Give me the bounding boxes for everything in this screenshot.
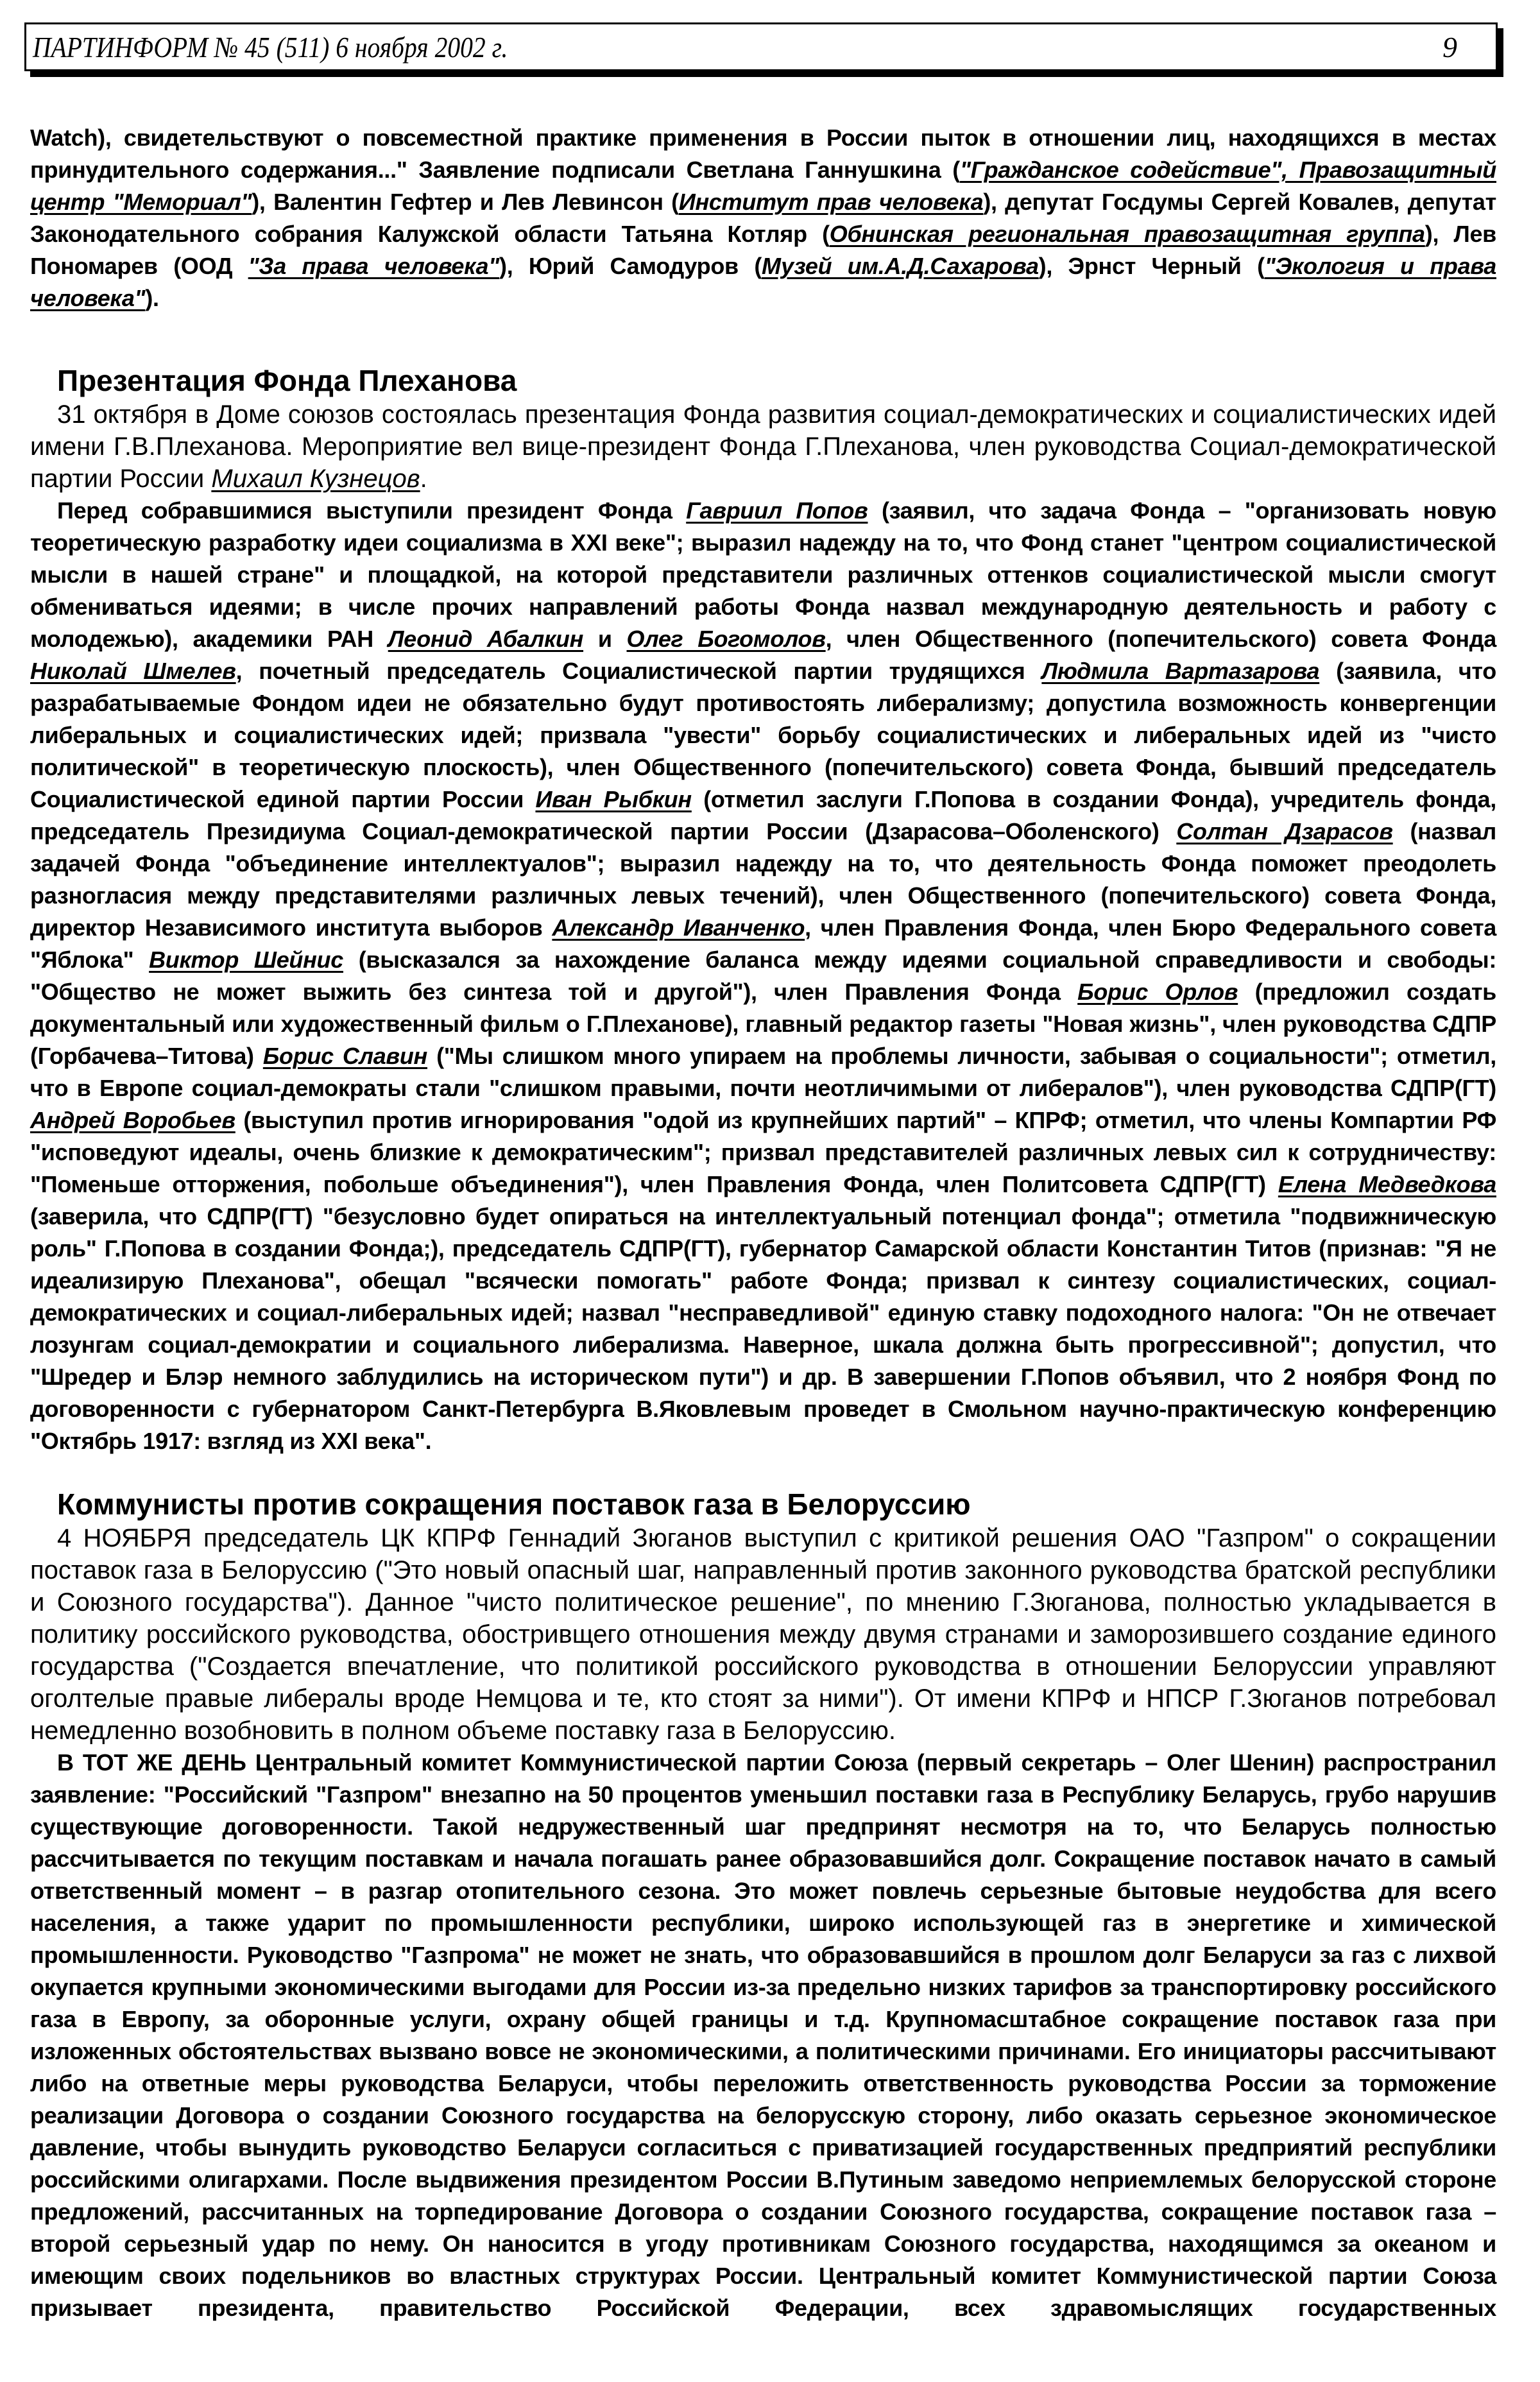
name-link[interactable]: Институт прав человека (678, 189, 984, 215)
text-run: (заявил, что задача Фонда – "организовать новую теоретическую разработку идеи социализма в XXI веке"; выразил надежду на то, что Фонд станет "центром социалистической мысли в нашей стране" и площадкой, на которой представители различных оттенков социалистической мысли смогут обмениваться идеями; в числе прочих направлений работы Фонда назвал международную деятельность и работу с молодежью), академики РАН (30, 497, 1496, 652)
name-link[interactable]: Елена Медведкова (1278, 1171, 1496, 1197)
text-run: (предложил создать документальный или художественный фильм о Г.Плеханове), главный редактор газеты "Новая жизнь", член руководства СДПР (Горбачева–Титова) (30, 979, 1496, 1069)
text-run: ), Юрий Самодуров ( (499, 253, 762, 279)
article-section (30, 363, 1496, 1457)
name-link[interactable]: Михаил Кузнецов (211, 465, 420, 493)
text-run: , член Общественного (попечительского) совета Фонда (825, 626, 1497, 652)
article-body (30, 122, 1496, 2324)
article-section (30, 1486, 1496, 2324)
name-link[interactable]: "За права человека" (248, 253, 499, 279)
name-link[interactable]: "Экология и права человека" (30, 253, 1496, 311)
name-link[interactable]: Музей им.А.Д.Сахарова (762, 253, 1039, 279)
name-link[interactable]: Леонид Абалкин (388, 626, 584, 652)
text-run: (заверила, что СДПР(ГТ) "безусловно будет опираться на интеллектуальный потенциал фонда"; отметила "подвижническую роль" Г.Попова в создании Фонда;), председатель СДПР(ГТ), губернатор Самарской области Константин Титов (признав: "Я не идеализирую Плеханова", обещал "всячески помогать" работе Фонда; призвал к синтезу социалистических, социал-демократических и социал-либеральных идей; назвал "несправедливой" единую ставку подоходного налога: "Он не отвечает лозунгам социал-демократии и социального либерализма. Наверное, шкала должна быть прогрессивной"; допустил, что "Шредер и Блэр немного заблудились на историческом пути") и др. В завершении Г.Попов объявил, что 2 ноября Фонд по договоренности с губернатором Санкт-Петербурга В.Яковлевым проведет в Смольном научно-практическую конференцию "Октябрь 1917: взгляд из XXI века". (30, 1203, 1496, 1454)
text-run: ("Мы слишком много упираем на проблемы личности, забывая о социальности"; отметил, что в Европе социал-демократы стали "слишком правыми, почти неотличимыми от либералов"), член руководства СДПР(ГТ) (30, 1043, 1496, 1101)
paragraph (30, 495, 1496, 1457)
page-number: 9 (1442, 31, 1457, 64)
name-link[interactable]: Обнинская региональная правозащитная группа (829, 221, 1425, 247)
text-run: ), Валентин Гефтер и Лев Левинсон ( (252, 189, 679, 215)
page-header (24, 22, 1498, 71)
text-run: (выступил против игнорирования "одой из крупнейших партий" – КПРФ; отметил, что члены Компартии РФ "исповедуют идеалы, очень близкие к демократическим"; призвал представителей различных левых сил к сотрудничеству: "Поменьше отторжения, побольше объединения"), член Правления Фонда, член Политсовета СДПР(ГТ) (30, 1107, 1496, 1197)
text-run: ), Лев Пономарев (ООД (30, 221, 1497, 279)
text-run: 31 октября в Доме союзов состоялась презентация Фонда развития социал-демократических и социалистических идей имени Г.В.Плеханова. Мероприятие вел вице-президент Фонда Г.Плеханова, член руководства Социал-демократической партии России (30, 400, 1496, 493)
section-heading: Презентация Фонда Плеханова (57, 364, 517, 397)
name-link[interactable]: Виктор Шейнис (149, 947, 343, 973)
name-link[interactable]: Гавриил Попов (686, 497, 868, 524)
paragraph (30, 1522, 1496, 1747)
text-run: (назвал задачей Фонда "объединение интеллектуалов"; выразил надежду на то, что деятельность Фонда поможет преодолеть разногласия между представителями различных левых течений), член Общественного (попечительского) совета Фонда, директор Независимого института выборов (30, 818, 1496, 941)
paragraph (30, 398, 1496, 495)
paragraph (30, 1747, 1496, 2324)
text-run: 4 НОЯБРЯ председатель ЦК КПРФ Геннадий Зюганов выступил с критикой решения ОАО "Газпром" о сокращении поставок газа в Белоруссию ("Это новый опасный шаг, направленный против законного руководства братской республики и Союзного государства"). Данное "чисто политическое решение", по мнению Г.Зюганова, полностью укладывается в политику российского руководства, обостривщего отношения между двумя странами и заморозившего создание единого государства ("Создается впечатление, что политикой российского руководства в отношении Белоруссии управляют оголтелые правые либералы вроде Немцова и те, кто стоят за ними"). От имени КПРФ и НПСР Г.Зюганов потребовал немедленно возобновить в полном объеме поставку газа в Белоруссию. (30, 1524, 1496, 1745)
text-run: (высказался за нахождение баланса между идеями социальной справедливости и свободы: "Общество не может выжить без синтеза той и другой"), член Правления Фонда (30, 947, 1497, 1005)
text-run: (заявила, что разрабатываемые Фондом идеи не обязательно будут противостоять либерализму; допустила возможность конвергенции либеральных и социалистических идей; призвала "увести" борьбу социалистических и либеральных идей из "чисто политической" в теоретическую плоскость), член Общественного (попечительского) совета Фонда, бывший председатель Социалистической единой партии России (30, 658, 1496, 812)
paragraph (30, 122, 1496, 314)
text-run: ), Эрнст Черный ( (1038, 253, 1265, 279)
text-run: , почетный председатель Социалистической партии трудящихся (235, 658, 1042, 684)
text-run: (отметил заслуги Г.Попова в создании Фонда), учредитель фонда, председатель Президиума Социал-демократической партии России (Дзарасова–Оболенского) (30, 786, 1496, 844)
text-run: Перед собравшимися выступили президент Фонда (57, 497, 687, 524)
name-link[interactable]: Олег Богомолов (626, 626, 826, 652)
name-link[interactable]: Иван Рыбкин (535, 786, 692, 812)
section-heading: Коммунисты против сокращения поставок газа в Белоруссию (57, 1487, 971, 1521)
name-link[interactable]: Солтан Дзарасов (1176, 818, 1393, 844)
name-link[interactable]: Андрей Воробьев (30, 1107, 235, 1133)
text-run: ), депутат Госдумы Сергей Ковалев, депутат Законодательного собрания Калужской области Татьяна Котляр ( (30, 189, 1496, 247)
text-run: Watch), свидетельствуют о повсеместной практике применения в России пыток в отношении лиц, находящихся в местах принудительного содержания..." Заявление подписали Светлана Ганнушкина ( (30, 124, 1496, 183)
name-link[interactable]: Борис Славин (262, 1043, 427, 1069)
name-link[interactable]: Александр Иванченко (552, 914, 805, 941)
name-link[interactable]: Людмила Вартазарова (1041, 658, 1320, 684)
article-section (30, 122, 1496, 314)
text-run: и (583, 626, 627, 652)
text-run: ). (145, 285, 159, 311)
name-link[interactable]: Борис Орлов (1077, 979, 1238, 1005)
name-link[interactable]: "Гражданское содействие", Правозащитный центр "Мемориал" (30, 157, 1496, 215)
text-run: В ТОТ ЖЕ ДЕНЬ Центральный комитет Коммунистической партии Союза (первый секретарь – Олег Шенин) распространил заявление: "Российский "Газпром" внезапно на 50 процентов уменьшил поставки газа в Республику Беларусь, грубо нарушив существующие договоренности. Такой недружественный шаг предпринят несмотря на то, что Беларусь полностью рассчитывается по текущим поставкам и начала погашать ранее образовавшийся долг. Сокращение поставок начато в самый ответственный момент – в разгар отопительного сезона. Это может повлечь серьезные бытовые неудобства для всего населения, а также ударит по промышленности республики, широко использующей газ в энергетике и химической промышленности. Руководство "Газпрома" не может не знать, что образовавшийся в прошлом долг Беларуси за газ с лихвой окупается крупными экономическими выгодами для России из-за предельно низких тарифов за транспортировку российского газа в Европу, за оборонные услуги, охрану общей границы и т.д. Крупномасштабное сокращение поставок газа при изложенных обстоятельствах вызвано вовсе не экономическими, а политическими причинами. Его инициаторы рассчитывают либо на ответные меры руководства Беларуси, чтобы переложить ответственность руководства России за торможение реализации Договора о создании Союзного государства на белорусскую сторону, либо оказать серьезное экономическое давление, чтобы вынудить руководство Беларуси согласиться с приватизацией государственных предприятий республики российскими олигархами. После выдвижения президентом России В.Путиным заведомо неприемлемых белорусской стороне предложений, рассчитанных на торпедирование Договора о создании Союзного государства, сокращение поставок газа – второй серьезный удар по нему. Он наносится в угоду противникам Союзного государства, находящимся за океаном и имеющим своих подельников во властных структурах России. Центральный комитет Коммунистической партии Союза призывает президента, правительство Российской Федерации, всех здравомыслящих государственных (30, 1749, 1496, 2321)
name-link[interactable]: Николай Шмелев (30, 658, 236, 684)
publication-title: ПАРТИНФОРМ № 45 (511) 6 ноября 2002 г. (33, 31, 508, 64)
text-run: . (420, 465, 427, 493)
text-run: , член Правления Фонда, член Бюро Федерального совета "Яблока" (30, 914, 1497, 973)
